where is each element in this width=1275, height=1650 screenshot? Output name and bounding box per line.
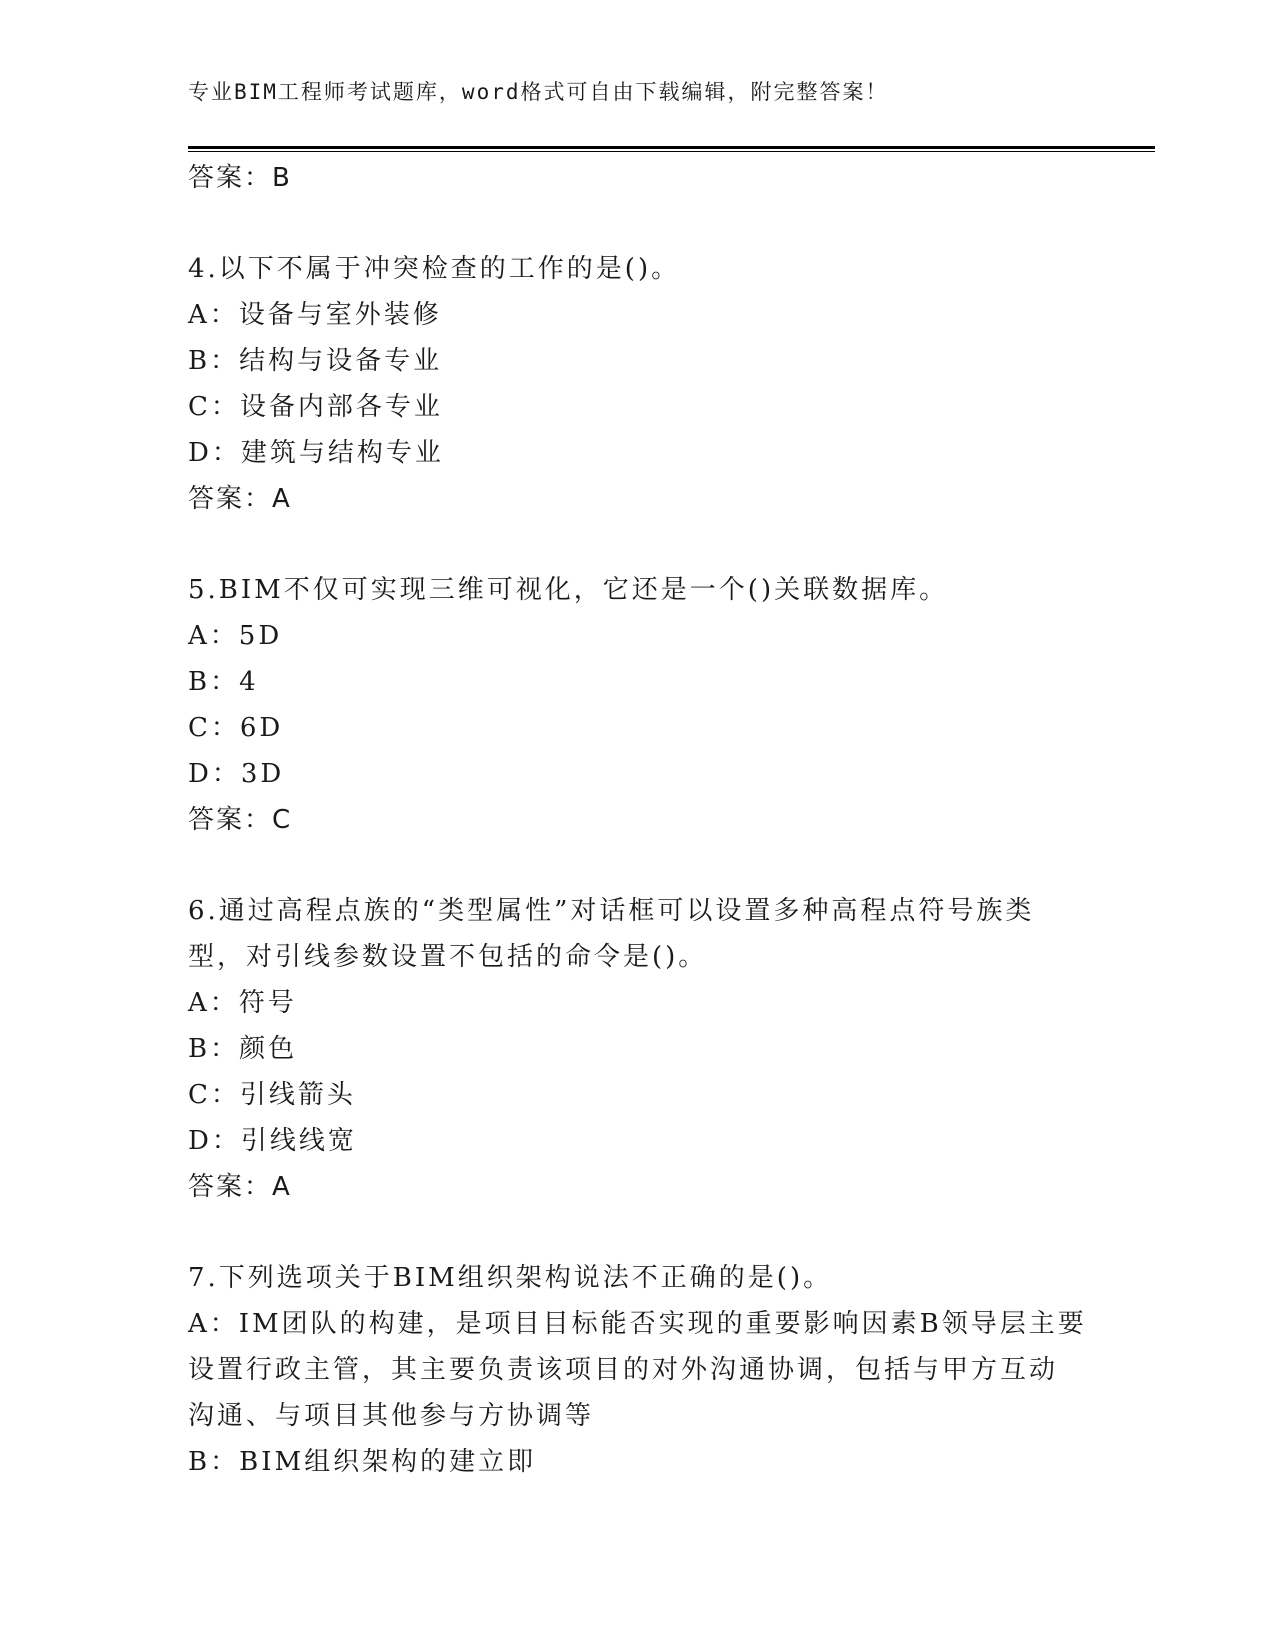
question-7-option-a-line-1: A：IM团队的构建，是项目目标能否实现的重要影响因素B领导层主要 <box>188 1309 1087 1339</box>
header-rule-thick <box>188 146 1155 149</box>
question-6-option-c: C：引线箭头 <box>188 1080 356 1110</box>
question-content <box>188 155 1088 1485</box>
question-6-answer: 答案：A <box>188 1172 292 1202</box>
question-7-stem: 7.下列选项关于BIM组织架构说法不正确的是()。 <box>188 1263 833 1293</box>
question-7-option-b: B：BIM组织架构的建立即 <box>188 1447 537 1477</box>
question-4-option-d: D：建筑与结构专业 <box>188 438 444 468</box>
question-5 <box>188 567 1088 843</box>
question-4-option-a: A：设备与室外装修 <box>188 300 442 330</box>
document-header: 专业BIM工程师考试题库，word格式可自由下载编辑，附完整答案！ <box>188 80 889 104</box>
question-4-answer: 答案：A <box>188 484 292 514</box>
question-5-option-d: D：3D <box>188 759 285 789</box>
question-4-stem: 4.以下不属于冲突检查的工作的是()。 <box>188 254 681 284</box>
question-7-option-a-line-2: 设置行政主管，其主要负责该项目的对外沟通协调，包括与甲方互动 <box>188 1355 1059 1385</box>
header-rule-thin <box>188 151 1155 152</box>
question-5-answer: 答案：C <box>188 805 293 835</box>
question-6 <box>188 888 1088 1210</box>
question-7-option-a-line-3: 沟通、与项目其他参与方协调等 <box>188 1401 595 1431</box>
question-6-option-d: D：引线线宽 <box>188 1126 357 1156</box>
question-6-option-a: A：符号 <box>188 988 297 1018</box>
question-5-option-c: C：6D <box>188 713 284 743</box>
question-7 <box>188 1255 1088 1485</box>
question-5-option-a: A：5D <box>188 621 283 651</box>
question-6-option-b: B：颜色 <box>188 1034 298 1064</box>
question-5-stem: 5.BIM不仅可实现三维可视化，它还是一个()关联数据库。 <box>188 575 949 605</box>
previous-answer: 答案：B <box>188 163 292 193</box>
question-5-option-b: B：4 <box>188 667 259 697</box>
question-6-stem-line-1: 6.通过高程点族的“类型属性”对话框可以设置多种高程点符号族类 <box>188 896 1035 926</box>
question-4 <box>188 246 1088 522</box>
question-4-option-c: C：设备内部各专业 <box>188 392 443 422</box>
question-6-stem-line-2: 型，对引线参数设置不包括的命令是()。 <box>188 942 708 972</box>
question-4-option-b: B：结构与设备专业 <box>188 346 443 376</box>
